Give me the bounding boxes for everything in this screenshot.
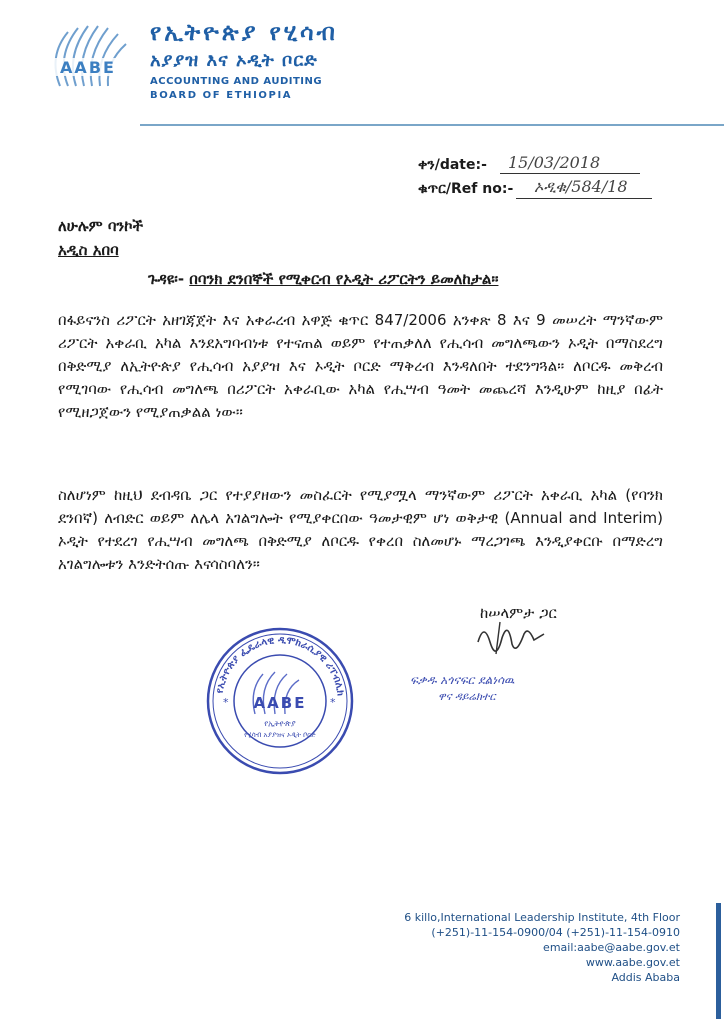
org-name-english-line1: ACCOUNTING AND AUDITING [150,76,323,87]
ref-label: ቁጥር/Ref no:- [418,181,514,197]
footer-phones: (+251)-11-154-0900/04 (+251)-11-154-0910 [431,926,680,939]
stamp-outer-text: የኢትዮጵያ ፌዴራላዊ ዲሞክራሲያዊ ሪፐብሊክ [214,634,346,697]
stamp-center-text: AABE [253,694,307,712]
recipient-city: አዲስ አበባ [58,241,119,259]
body-paragraph-2: ስለሆነም ከዚህ ደብዳቤ ጋር የተያያዘውን መስፈርት የሚያሟላ ማንኛውም ሪፖርት አቀራቢ አካል (የባንክ ደንበኛ) ለብድር ወይም ለሌላ አገልግሎት የሚያቀርበው ዓመታዊም ሆነ ወቅታዊ (Annual and Interim) ኦዲት የተደረገ የሒሣብ መግለጫ በቅድሚያ ለቦርዱ የቀረበ ስለመሆኑ ማረጋገጫ እንዲያቀርቡ በማድረግ አገልግሎቱን እንድትሰጡ እናሳስባለን። [58,486,663,573]
recipient: ለሁሉም ባንኮች [58,217,144,235]
footer-email[interactable]: email:aabe@aabe.gov.et [543,941,680,954]
aabe-logo [38,16,138,98]
stamp-star-right-icon: * [330,696,336,709]
stamp-star-left-icon: * [223,696,229,709]
org-name-amharic-line2: አያያዝ እና ኦዲት ቦርድ [150,50,318,71]
org-name-english-line2: BOARD OF ETHIOPIA [150,90,293,101]
closing: ከሠላምታ ጋር [480,604,557,622]
ref-value: ኦዲቁ/584/18 [534,177,628,196]
date-value: 15/03/2018 [508,153,601,172]
signer-title: ዋና ዳይሬክተር [438,690,496,703]
footer-city: Addis Ababa [611,971,680,984]
footer-website[interactable]: www.aabe.gov.et [585,956,680,969]
date-underline [500,173,640,174]
official-stamp [205,626,355,776]
handwritten-signature [470,612,560,662]
body-paragraph-1: በፋይናንስ ሪፖርት አዘገጃጀት እና አቀራረብ አዋጅ ቁጥር 847/2006 አንቀጽ 8 እና 9 መሠረት ማንኛውም ሪፖርት አቀራቢ አካል እንደአግባብነቱ የተናጠል ወይም የተጠቃለለ የሒሳብ መግለጫውን ኦዲት በማስደረግ በቅድሚያ ለኢትዮጵያ የሒሳብ አያያዝ እና ኦዲት ቦርድ ማቅረብ እንዳለበት ተደንግጓል። ለቦርዱ መቅረብ የሚገባው የሒሳብ መግለጫ በሪፖርት አቀራቢው አካል የሒሣብ ዓመት መጨረሻ እንዲሁም ከዚያ በፊት የሚዘጋጀውን የሚያጠቃልል ነው። [58,311,663,421]
subject-label: ጉዳዩ፡- [148,270,185,288]
signer-name: ፍቃዱ አጎናፍር ደልነሳዉ [410,673,515,687]
header-divider [140,124,724,126]
org-name-amharic-line1: የኢትዮጵያ የሂሳብ [150,20,338,46]
logo-text: AABE [60,58,116,77]
subject-text: በባንክ ደንበኞች የሚቀርብ የኦዲት ሪፖርትን ይመለከታል። [189,270,499,288]
stamp-inner-text-1: የኢትዮጵያ [264,719,296,728]
ref-underline [516,198,652,199]
date-label: ቀን/date:- [418,157,487,173]
stamp-inner-text-2: የሂሳብ አያያዝና ኦዲት ቦርድ [244,731,316,739]
subject-line [148,270,498,288]
footer-address: 6 killo,International Leadership Institute, 4th Floor [404,911,680,924]
footer-accent-bar [716,903,721,1019]
